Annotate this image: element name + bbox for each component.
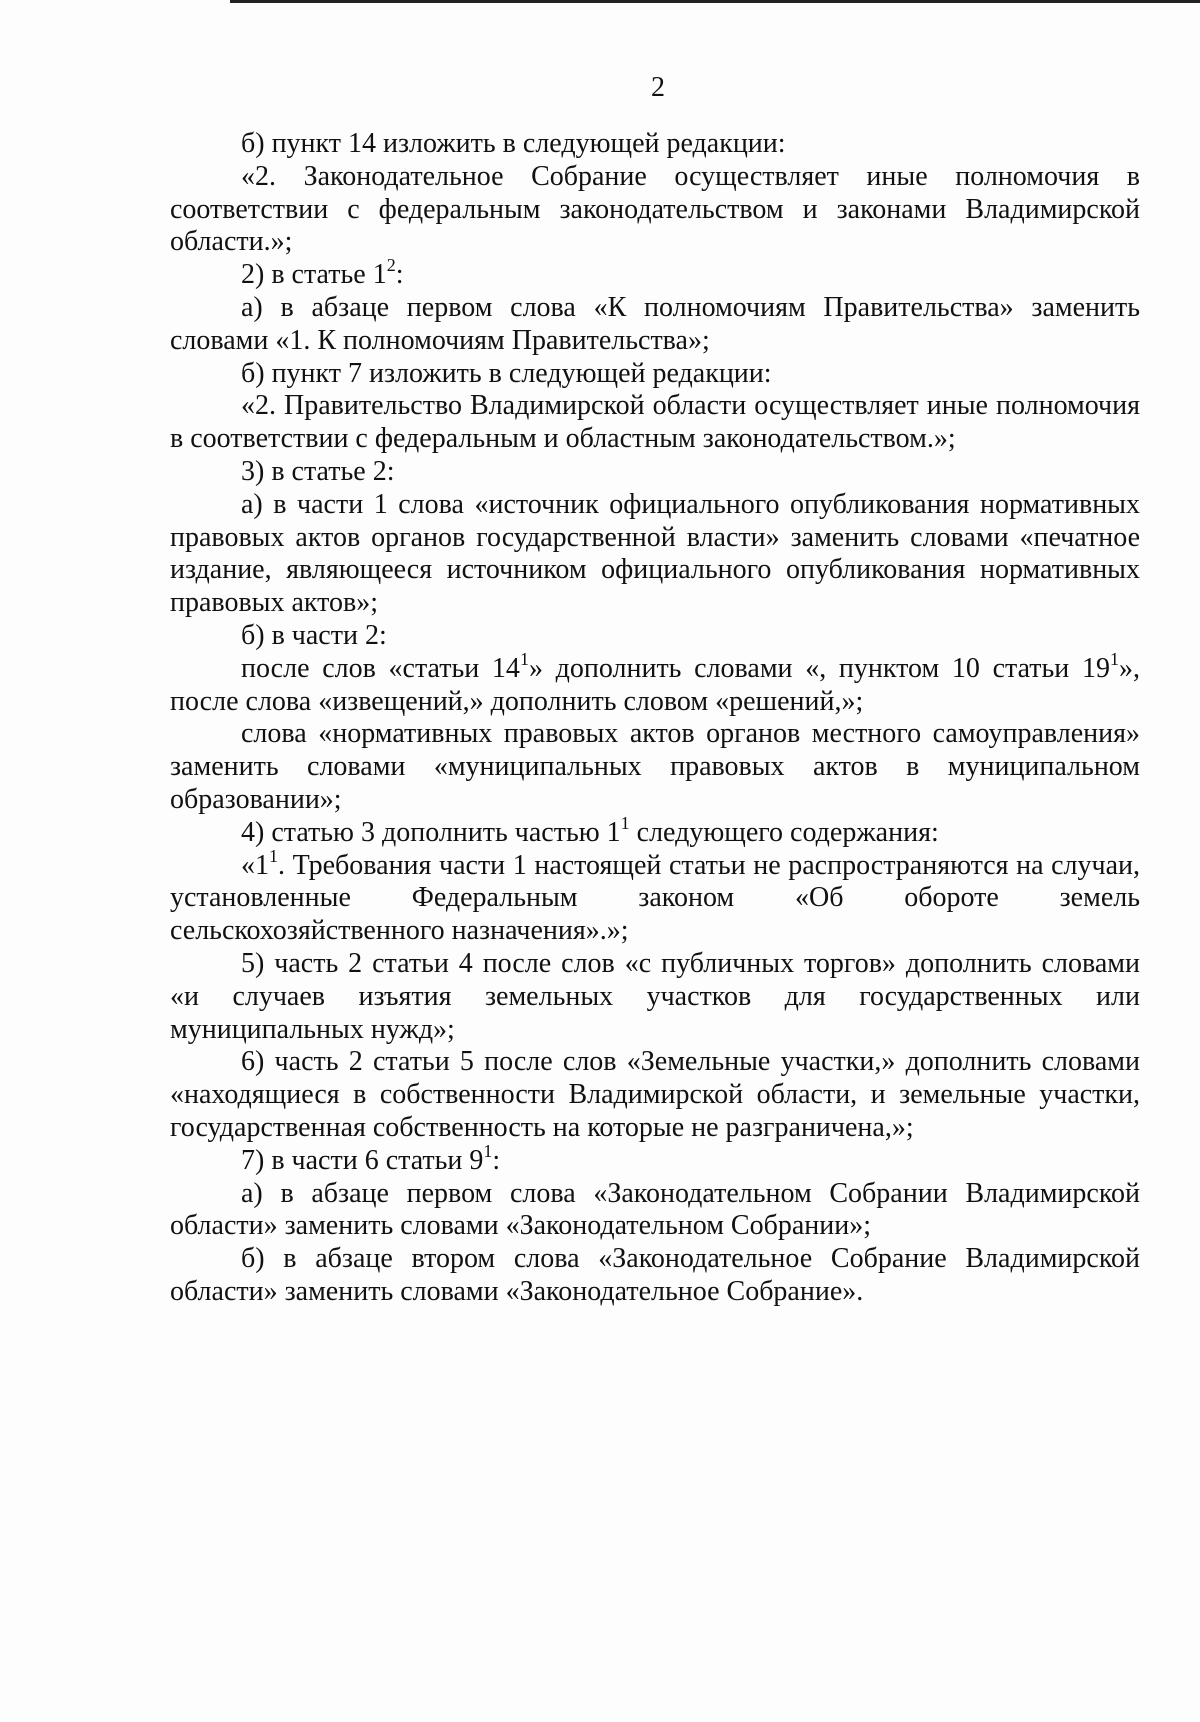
paragraph-text: б) в абзаце втором слова «Законодательное Собрание Владимирской области» заменить словами «Законодательное Собрание».	[170, 1243, 1140, 1307]
paragraph	[170, 358, 1140, 391]
paragraph-text: б) пункт 7 изложить в следующей редакции:	[241, 357, 772, 389]
paragraph	[170, 620, 1140, 653]
paragraph	[170, 1243, 1140, 1309]
paragraph-text: «2. Правительство Владимирской области осуществляет иные полномочия в соответствии с федеральным и областным законодательством.»;	[170, 390, 1140, 455]
document-body	[170, 128, 1140, 1309]
paragraph-text: б) в части 2:	[241, 619, 387, 651]
paragraph	[170, 948, 1140, 1046]
superscript: 1	[1109, 648, 1119, 669]
paragraph	[170, 648, 1140, 719]
paragraph	[170, 255, 1140, 292]
paragraph-text: », после слова «извещений,» дополнить словом «решений,»;	[170, 652, 1140, 717]
paragraph	[170, 718, 1140, 816]
paragraph-text: следующего содержания:	[629, 816, 939, 848]
superscript: 1	[519, 648, 529, 669]
paragraph	[170, 1178, 1140, 1244]
paragraph	[170, 456, 1140, 489]
superscript: 1	[483, 1140, 493, 1161]
paragraph-text: слова «нормативных правовых актов органов местного самоуправления» заменить словами «муниципальных правовых актов в муниципальном образовании»;	[170, 718, 1140, 815]
paragraph-text: 4) статью 3 дополнить частью 1	[241, 816, 621, 848]
paragraph	[170, 128, 1140, 161]
paragraph-text: после слов «статьи 14	[241, 652, 520, 684]
paragraph-text: а) в абзаце первом слова «К полномочиям Правительства» заменить словами «1. К полномочиям Правительства»;	[170, 291, 1140, 356]
paragraph	[170, 489, 1140, 620]
paragraph-text: . Требования части 1 настоящей статьи не распространяются на случаи, установленные Федеральным законом «Об обороте земель сельскохозяйственного назначения».»;	[170, 849, 1140, 947]
paragraph-text: «2. Законодательное Собрание осуществляет иные полномочия в соответствии с федеральным законодательством и законами Владимирской области.»;	[170, 160, 1140, 258]
superscript: 1	[620, 812, 630, 833]
paragraph-text: 3) в статье 2:	[241, 455, 395, 487]
page-number: 2	[651, 72, 665, 103]
paragraph-text: 2) в статье 1	[241, 259, 387, 291]
superscript: 1	[269, 845, 278, 866]
paragraph-text: 5) часть 2 статьи 4 после слов «с публичных торгов» дополнить словами «и случаев изъятия земельных участков для государственных или муниципальных нужд»;	[170, 947, 1140, 1045]
paragraph-text: а) в части 1 слова «источник официального опубликования нормативных правовых актов органов государственной власти» заменить словами «печатное издание, являющееся источником официального опубликования нормативных правовых актов»;	[170, 488, 1140, 619]
paragraph-text: » дополнить словами «, пунктом 10 статьи 19	[528, 652, 1110, 684]
paragraph-text: «1	[241, 849, 269, 881]
paragraph	[170, 1140, 1140, 1178]
paragraph	[170, 845, 1140, 948]
paragraph	[170, 812, 1140, 850]
paragraph-text: б) пункт 14 изложить в следующей редакции:	[241, 128, 786, 159]
superscript: 2	[386, 255, 396, 276]
paragraph	[170, 1046, 1140, 1144]
paragraph-text: :	[492, 1144, 501, 1176]
paragraph	[170, 292, 1140, 358]
paragraph-text: 6) часть 2 статьи 5 после слов «Земельные участки,» дополнить словами «находящиеся в собственности Владимирской области, и земельные участки, государственная собственность на которые не разграничена,»;	[170, 1046, 1140, 1143]
paragraph-text: а) в абзаце первом слова «Законодательном Собрании Владимирской области» заменить словами «Законодательном Собрании»;	[170, 1177, 1140, 1242]
paragraph	[170, 161, 1140, 259]
paragraph-text: 7) в части 6 статьи 9	[241, 1144, 484, 1176]
paragraph-text: :	[395, 259, 404, 291]
scan-edge-line	[230, 0, 1200, 3]
paragraph	[170, 390, 1140, 456]
